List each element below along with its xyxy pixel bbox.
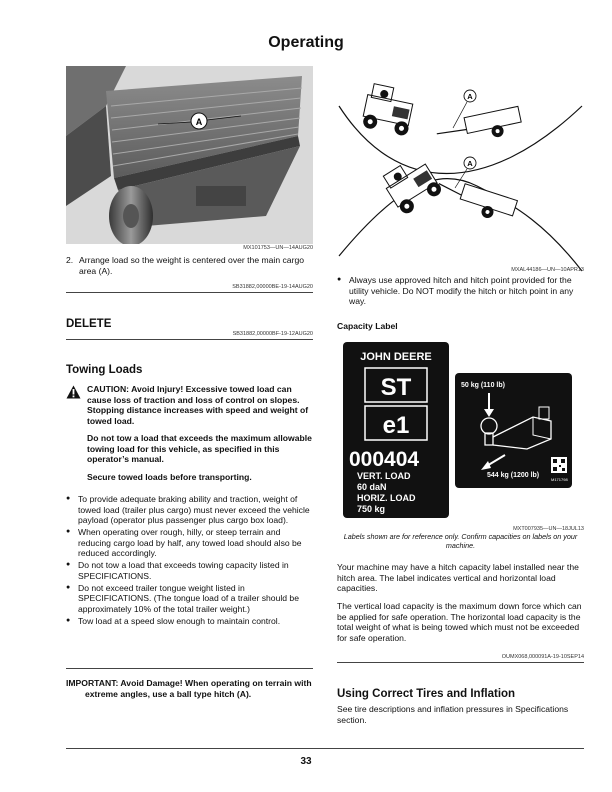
- important-notice: IMPORTANT: Avoid Damage! When operating on terrain with extreme angles, use a ball type hitch (A).: [66, 678, 312, 699]
- caution-text: CAUTION: Avoid Injury! Excessive towed load can cause loss of traction and loss of control on slopes. Stopping distance increases with speed and weight of towed load.: [87, 384, 309, 426]
- label-part-number: M171798: [551, 477, 568, 482]
- list-item: ● When operating over rough, hilly, or steep terrain and reducing cargo load by half, any towed load should also be reduced accordingly.: [66, 527, 313, 559]
- hitch-bullet-list: [337, 275, 584, 308]
- list-item: ● Tow load at a speed slow enough to maintain control.: [66, 616, 313, 627]
- cargo-callout-a: A: [195, 117, 203, 127]
- capacity-paragraph-1: Your machine may have a hitch capacity label installed near the hitch area. The label indicates vertical and horizontal load capacities.: [337, 562, 579, 594]
- vert-load-value: 60 daN: [357, 482, 387, 492]
- upper-callout-a: A: [467, 92, 473, 101]
- towing-bullet-list: [66, 494, 313, 628]
- list-item: ● To provide adequate braking ability and traction, weight of towed load (trailer plus cargo) must never exceed the vehicle payload (operator plus passenger plus cargo box load).: [66, 494, 313, 526]
- delete-ref-code: SB31882,00000BF-19-12AUG20: [232, 331, 313, 337]
- page-number: 33: [300, 756, 312, 767]
- section-divider: [66, 339, 313, 340]
- section-divider: [337, 662, 584, 663]
- vert-load-label: VERT. LOAD: [357, 471, 411, 481]
- list-item: ● Do not tow a load that exceeds towing capacity listed in SPECIFICATIONS.: [66, 560, 313, 581]
- towing-heading: Towing Loads: [66, 364, 143, 376]
- right-figure-code: MXAL44186—UN—10APR13: [511, 267, 584, 273]
- tires-heading: Using Correct Tires and Inflation: [337, 688, 516, 700]
- tires-text: See tire descriptions and inflation pressures in Specifications section.: [337, 704, 569, 725]
- horizontal-weight-text: 544 kg (1200 lb): [487, 472, 540, 479]
- capacity-paragraph-2: The vertical load capacity is the maximum down force which can be applied for safe operation. The horizontal load capacity is the total weight of what is being towed which must not be exceeded for safe operation.: [337, 601, 582, 643]
- qr-code-icon: [551, 457, 567, 473]
- section-divider: [66, 292, 313, 293]
- step-2: [66, 255, 313, 276]
- warning-triangle-icon: [66, 385, 81, 399]
- capacity-ref-code: OUMX068,000091A-19-10SEP14: [501, 654, 584, 660]
- step-2-text: Arrange load so the weight is centered over the main cargo area (A).: [79, 255, 304, 276]
- horiz-load-value: 750 kg: [357, 504, 386, 514]
- vertical-weight-text: 50 kg (110 lb): [461, 382, 505, 389]
- st-mark: ST: [380, 374, 412, 401]
- capacity-figure-code: MXT007935—UN—18JUL13: [513, 526, 584, 532]
- list-item: ● Do not exceed trailer tongue weight listed in SPECIFICATIONS. (The tongue load of a trailer should be approximately 10% of the total trailer weight.): [66, 583, 313, 615]
- section-divider: [66, 668, 313, 669]
- caution-paragraph-3: Secure towed loads before transporting.: [87, 472, 252, 482]
- page-title: Operating: [268, 34, 344, 51]
- list-item: ● Always use approved hitch and hitch point provided for the utility vehicle. Do NOT modify the hitch or hitch point in any way.: [337, 275, 584, 307]
- hitch-capacity-plate: [455, 373, 572, 488]
- capacity-label-plate: [343, 342, 449, 518]
- e1-mark: e1: [382, 412, 410, 439]
- step-2-number: 2.: [66, 255, 74, 265]
- lower-callout-a: A: [467, 159, 473, 168]
- cargo-bed-photo: [66, 66, 313, 244]
- brand-name: JOHN DEERE: [360, 351, 432, 363]
- delete-heading: DELETE: [66, 318, 112, 330]
- left-figure-code: MX101753—UN—14AUG20: [243, 245, 313, 251]
- horiz-load-label: HORIZ. LOAD: [357, 493, 416, 503]
- footer-rule: [66, 748, 584, 749]
- approval-number: 000404: [349, 448, 420, 471]
- reference-note: Labels shown are for reference only. Confirm capacities on labels on your machine.: [343, 532, 578, 550]
- caution-paragraph-2: Do not tow a load that exceeds the maximum allowable towing load for this vehicle, as specified in this operator’s manual.: [87, 433, 312, 465]
- capacity-heading: Capacity Label: [337, 321, 398, 331]
- step-2-ref-code: SB31882,00000BE-19-14AUG20: [232, 284, 313, 290]
- towing-slope-illustration: [337, 66, 584, 274]
